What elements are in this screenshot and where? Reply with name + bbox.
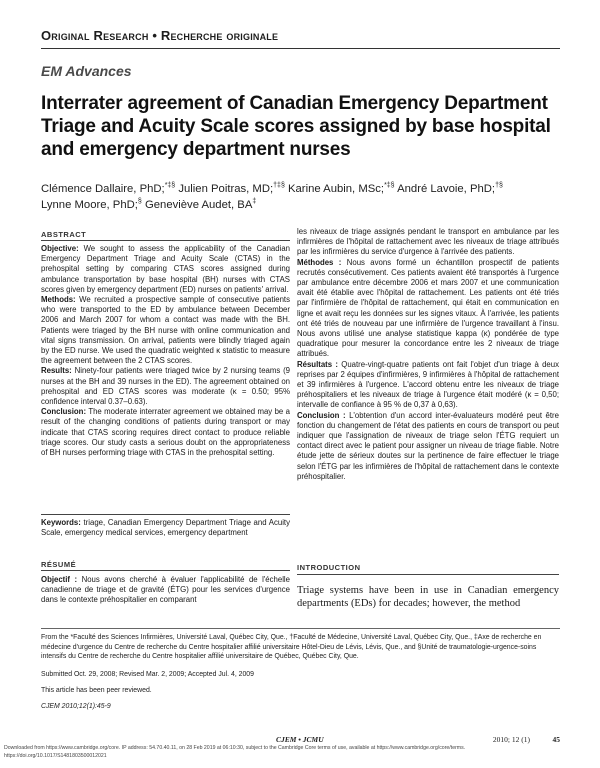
keywords-rule <box>41 514 290 515</box>
resultats-label: Résultats : <box>297 359 338 369</box>
author-affiliation: †‡§ <box>273 182 285 190</box>
resultats-text: Quatre-vingt-quatre patients ont fait l'objet d'un triage à deux reprises par 2 équipes d'infirmières, 9 infirmières à l'hôpital de rattachement et 39 infirmières à l'urgence. L'accord obtenu entre les niveaux de triage préhospitaliers et les niveaux de triage à l'urgence était modéré (κ = 0,50; intervalle de confiance à 95 % de 0,37 à 0,63). <box>297 359 559 410</box>
abstract-conclusion <box>41 407 290 458</box>
keywords-label: Keywords: <box>41 518 81 527</box>
subsection-label: EM Advances <box>41 63 132 79</box>
citation: CJEM 2010;12(1):45-9 <box>41 703 111 710</box>
issue-number: 2010; 12 (1) <box>492 735 530 744</box>
author: Julien Poitras, MD; <box>178 183 274 195</box>
header-rule <box>41 48 560 49</box>
objectif-text: Nous avons cherché à évaluer l'applicabilité de l'échelle canadienne de triage et de gravité (ÉTG) pour les services d'urgence dans le contexte préhospitalier en comparant <box>41 575 290 605</box>
resume-conclusion-label: Conclusion : <box>297 410 346 420</box>
article-title: Interrater agreement of Canadian Emergency Department Triage and Acuity Scale scores assigned by base hospital and emergency department nurses <box>41 93 551 160</box>
introduction-text: Triage systems have been in use in Canadian emergency departments (EDs) for decades; however, the method <box>297 585 559 609</box>
introduction-heading: INTRODUCTION <box>297 563 361 572</box>
journal-name: CJEM • JCMU <box>276 735 324 744</box>
results-label: Results: <box>41 366 72 376</box>
abstract-heading: ABSTRACT <box>41 230 87 239</box>
abstract-methods <box>41 295 290 366</box>
author: Karine Aubin, MSc; <box>287 183 385 195</box>
introduction-rule <box>297 574 559 575</box>
author: Lynne Moore, PhD; <box>41 199 138 211</box>
objective-label: Objective: <box>41 244 79 253</box>
author-affiliation: ‡ <box>252 198 257 206</box>
author-affiliation: § <box>137 198 142 206</box>
conclusion-label: Conclusion: <box>41 407 87 417</box>
objectif-label: Objectif : <box>41 575 78 584</box>
download-notice: Downloaded from https://www.cambridge.org/core. IP address: 54.70.40.11, on 28 Feb 2019 at 06:10:30, subject to the Cambridge Core terms of use, available at https://www.cambridge.org/core/terms. <box>4 745 466 751</box>
author-list <box>41 181 561 213</box>
abstract-results <box>41 366 290 407</box>
results-text: Ninety-four patients were triaged twice by 2 nursing teams (9 nurses at the BH and 39 nurses in the ED). The agreement obtained on prehospital and ED CTAS scores was moderate (κ = 0.50; 95% confidence interval 0.37–0.63). <box>41 366 291 407</box>
author-affiliation: †§ <box>495 182 503 190</box>
abstract-body <box>41 244 290 458</box>
author-affiliation: *‡§ <box>164 182 176 190</box>
resume-heading: RÉSUMÉ <box>41 560 77 569</box>
author: Clémence Dallaire, PhD; <box>41 183 165 195</box>
author: André Lavoie, PhD; <box>397 183 496 195</box>
methodes-label: Méthodes : <box>297 257 342 267</box>
methods-label: Methods: <box>41 295 76 305</box>
footnote-rule <box>41 628 560 629</box>
resume-body <box>297 227 559 482</box>
keywords <box>41 518 290 538</box>
resume-methodes <box>297 258 559 360</box>
resume-rule <box>41 570 290 571</box>
submission-dates: Submitted Oct. 29, 2008; Revised Mar. 2, 2009; Accepted Jul. 4, 2009 <box>41 671 254 678</box>
affiliations-footnote: From the *Faculté des Sciences Infirmières, Université Laval, Québec City, Que., †Faculté de Médecine, Université Laval, Québec City, Que., ‡Axe de recherche en médecine d'urgence du Centre de recherche du Centre hospitalier affilié universitaire Hôtel-Dieu de Lévis, Lévis, Que., and §Unité de traumatologie-urgence-soins intensifs du Centre de recherche du Centre hospitalier affilié universitaire de Québec, Québec City, Que. <box>41 634 542 661</box>
objectif-continued: les niveaux de triage assignés pendant le transport en ambulance par les infirmières de l'hôpital de rattachement avec les niveaux de triage attribués par les infirmières du service d'urgence à l'arrivée des patients. <box>297 227 559 257</box>
section-label: Original Research • Recherche originale <box>41 28 279 43</box>
objective-text: We sought to assess the applicability of the Canadian Emergency Department Triage and Acuity Scale (CTAS) in the prehospital setting by comparing CTAS scores assigned during ambulance transportation by base hospital (BH) nurses with CTAS scores given by emergency department (ED) nurses on patients' arrival. <box>41 244 290 294</box>
resume-objectif <box>41 575 290 606</box>
peer-review-note: This article has been peer reviewed. <box>41 687 152 694</box>
doi-link[interactable]: https://doi.org/10.1017/S1481803500012021 <box>4 753 107 759</box>
abstract-objective <box>41 244 290 295</box>
abstract-rule <box>41 240 290 241</box>
page-number: 45 <box>552 735 560 744</box>
methodes-text: Nous avons formé un échantillon prospectif de patients recrutés consécutivement. Ces patients avaient été transportés à l'urgence par ambulance entre décembre 2006 et mars 2007 et une communication avait été établie avec l'hôpital de rattachement. Les patients ont été triés par l'infirmière de l'hôpital de rattachement, qui était en communication en ligne et avait reçu les données sur les signes vitaux. À l'arrivée, les patients ont été triés de nouveau par une infirmière de l'urgence travaillant à l'insu. Nous avons utilisé une analyse statistique kappa (κ) pondérée de type quadratique pour mesurer la concordance entre les 2 niveaux de triage attribués. <box>297 257 559 359</box>
keywords-text: triage, Canadian Emergency Department Triage and Acuity Scale, emergency medical services, emergency department <box>41 518 290 538</box>
resume-resultats <box>297 360 559 411</box>
author: Geneviève Audet, BA <box>144 199 253 211</box>
author-affiliation: *‡§ <box>384 182 395 190</box>
resume-conclusion-text: L'obtention d'un accord inter-évaluateurs modéré peut être fonction du changement de l'état des patients en cours de transport ou peut indiquer que l'assignation de niveaux de triage selon l'ÉTG requiert un contact direct avec le patient pour assigner un niveau de triage fiable. Notre étude jette de sérieux doutes sur la pertinence de faire effectuer le triage selon l'ÉTG par les infirmières de l'hôpital de rattachement dans le contexte préhospitalier. <box>297 410 559 481</box>
methods-text: We recruited a prospective sample of consecutive patients who were transported to the ED by ambulance between December 2006 and March 2007 for whom a contact was made with the BH. Patients were triaged by the BH nurse with online communication and vital signs transmission. On arrival, patients were blindly triaged again by the ED nurse. We used the quadratic weighted κ statistic to measure the agreement between the 2 CTAS scores. <box>41 295 290 366</box>
conclusion-text: The moderate interrater agreement we obtained may be a result of the changing conditions of patients during transport or may indicate that CTAS scoring requires direct contact to produce reliable triage scores. Our study casts a serious doubt on the appropriateness of BH nurses performing triage with CTAS in the prehospital setting. <box>41 407 290 458</box>
resume-conclusion <box>297 411 559 482</box>
